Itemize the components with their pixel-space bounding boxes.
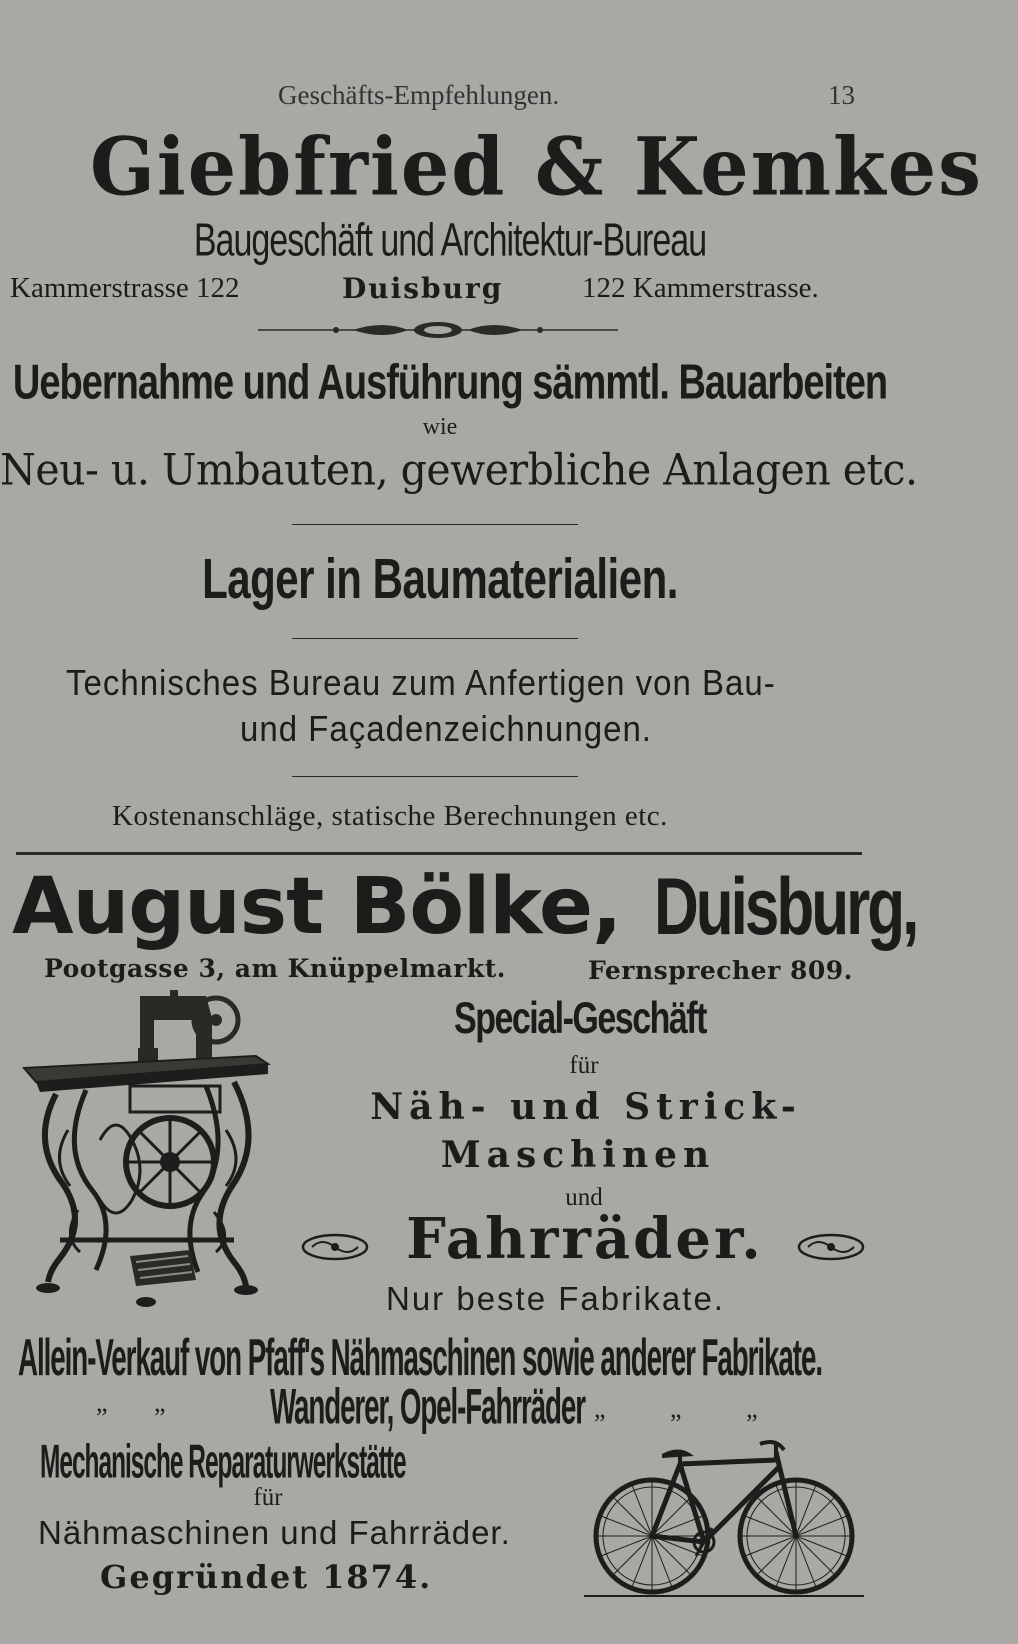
tech-bureau-line1: Technisches Bureau zum Anfertigen von Bau- [66,662,776,703]
divider-line-2 [292,638,578,639]
fuer-text-2: für [253,1484,283,1511]
workshop-items: Nähmaschinen und Fahrräder. [38,1514,511,1551]
company-subtitle: Baugeschäft und Architektur-Bureau [193,215,707,267]
bicycle-brands: Wanderer, Opel-Fahrräder [270,1380,585,1436]
ditto-marks-right: „ „ „ [594,1394,758,1423]
ornament-left [300,1232,370,1262]
founded-year: Gegründet 1874. [100,1558,433,1596]
lager-heading: Lager in Baumaterialien. [202,546,678,611]
section-separator [16,852,862,855]
merchant-city: Duisburg, [654,862,917,953]
ornament-divider [258,318,618,342]
buildings-line: Neu- u. Umbauten, gewerbliche Anlagen etc. [0,444,918,496]
ditto-marks-left: „ „ [96,1388,166,1417]
city-duisburg: Duisburg [342,272,504,305]
ornament-right [796,1232,866,1262]
machines-line-2: Maschinen [440,1134,716,1176]
company-name: Giebfried & Kemkes [90,119,983,214]
quality-line: Nur beste Fabrikate. [386,1280,725,1317]
wie-text: wie [422,414,458,440]
merchant-address: Pootgasse 3, am Knüppelmarkt. [44,954,506,983]
machines-line-1: Näh- und Strick- [370,1086,802,1128]
tech-bureau-line2: und Façadenzeichnungen. [240,708,652,749]
divider-line-3 [292,776,578,777]
bicycles-heading: Fahrräder. [406,1206,764,1272]
address-left: Kammerstrasse 122 [10,272,240,304]
fuer-text-1: für [569,1052,599,1079]
workshop-heading: Mechanische Reparaturwerkstätte [40,1434,406,1489]
divider-line-1 [292,524,578,525]
services-line: Uebernahme und Ausführung sämmtl. Bauarbeiten [12,355,888,411]
section-title: Geschäfts-Empfehlungen. [278,80,560,110]
cost-estimates-line: Kostenanschläge, statische Berechnungen etc. [112,800,668,832]
sewing-machine-illustration [20,990,280,1310]
special-shop: Special-Geschäft [454,994,706,1044]
page-number: 13 [828,80,855,110]
sole-sale-line: Allein-Verkauf von Pfaff's Nähmaschinen sowie anderer Fabrikate. [18,1330,822,1387]
bicycle-illustration [584,1430,864,1600]
merchant-phone: Fernsprecher 809. [588,956,853,985]
merchant-name: August Bölke, [12,862,622,952]
address-right: 122 Kammerstrasse. [582,272,819,304]
und-text: und [565,1184,603,1211]
